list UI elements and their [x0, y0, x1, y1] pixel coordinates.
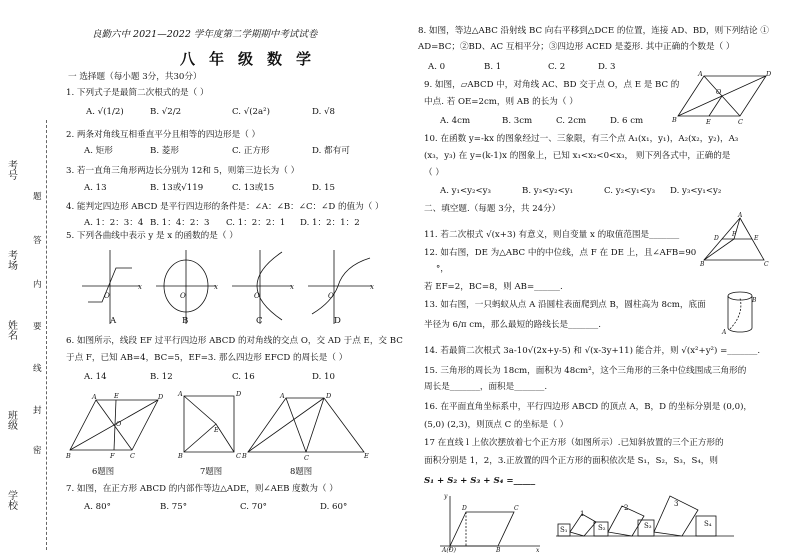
q1-opt-b: B. √2/2 [150, 107, 182, 117]
svg-text:O: O [716, 88, 722, 96]
q4-opt-c: C. 1：2：2：1 [226, 218, 286, 228]
svg-text:D: D [766, 70, 772, 78]
q8-opt-d: D. 3 [598, 62, 616, 72]
binding-label-name: 姓名 [5, 320, 17, 340]
svg-text:A: A [92, 393, 97, 401]
fig8-caption: 8题图 [290, 466, 313, 476]
svg-text:F: F [110, 452, 115, 460]
svg-text:B: B [66, 452, 71, 460]
svg-text:B: B [752, 297, 757, 304]
q7-opt-a: A. 80° [84, 502, 111, 512]
svg-text:x: x [214, 283, 218, 291]
svg-text:B: B [496, 547, 501, 554]
q2-text: 2. 两条对角线互相垂直平分且相等的四边形是（ ） [66, 130, 261, 140]
q9-opt-a: A. 4cm [440, 116, 471, 126]
svg-text:D: D [158, 393, 164, 401]
svg-text:O: O [254, 292, 260, 300]
q12-line-3: 若 EF=2，BC=8，则 AB=______. [424, 282, 563, 292]
warning-char: 内 [33, 280, 42, 290]
q6-line-1: 6. 如图所示，线段 EF 过平行四边形 ABCD 的对角线的交点 O，交 AD 于点 E，交 BC [66, 336, 403, 346]
svg-text:x: x [138, 283, 142, 291]
q11-text: 11. 若二次根式 √(x+3) 有意义，则自变量 x 的取值范围是_______ [424, 230, 680, 240]
q3-opt-d: D. 15 [312, 183, 335, 193]
q5-text: 5. 下列各曲线中表示 y 是 x 的函数的是（ ） [66, 231, 238, 241]
square-area-3-label: 3 [674, 500, 679, 508]
svg-text:B: B [178, 452, 183, 460]
svg-text:x: x [290, 283, 294, 291]
svg-text:x: x [536, 547, 540, 554]
q2-opt-d: D. 都有可 [312, 146, 350, 156]
q5-label-c: C [256, 316, 263, 326]
q2-opt-a: A. 矩形 [84, 146, 113, 156]
svg-text:A: A [738, 212, 743, 219]
fig6-caption: 6题图 [92, 466, 115, 476]
q17-line-2: 面积分别是 1，2，3.正放置的四个正方形的面积依次是 S₁，S₂，S₃，S₄，则 [424, 456, 718, 466]
svg-text:E: E [214, 426, 219, 434]
q3-opt-c: C. 13或15 [232, 183, 275, 193]
q10-opt-a: A. y₁<y₂<y₃ [440, 186, 491, 196]
q8-opt-b: B. 1 [484, 62, 502, 72]
q9-parallelogram-figure [672, 70, 772, 126]
q3-opt-a: A. 13 [84, 183, 107, 193]
q9-opt-d: D. 6 cm [610, 116, 644, 126]
binding-label-exam-room: 考场 [5, 250, 17, 270]
q6-opt-d: D. 10 [312, 372, 335, 382]
svg-text:E: E [114, 392, 119, 400]
q5-label-a: A [110, 316, 117, 326]
q3-opt-b: B. 13或√119 [150, 183, 204, 193]
q9-line-1: 9. 如图，▱ABCD 中，对角线 AC、BD 交于点 O，点 E 是 BC 的 [424, 80, 680, 90]
svg-text:B: B [672, 116, 677, 124]
binding-label-school: 学校 [5, 490, 17, 510]
q13-line-1: 13. 如右图，一只蚂蚁从点 A 沿圆柱表面爬到点 B，圆柱高为 8cm，底面 [424, 300, 706, 310]
section1-heading: 一 选择题（每小题 3分，共30分） [68, 72, 202, 82]
q1-opt-a: A. √(1/2) [86, 107, 124, 117]
svg-text:O: O [116, 420, 122, 428]
svg-text:E: E [754, 235, 759, 242]
square-s2-label: S₂ [598, 524, 606, 532]
svg-text:E: E [364, 452, 369, 460]
q10-opt-c: C. y₂<y₁<y₃ [604, 186, 656, 196]
q8-line-1: 8. 如图，等边△ABC 沿射线 BC 向右平移到△DCE 的位置，连接 AD、BD，则下列结论 ① [418, 26, 769, 36]
q10-line-1: 10. 在函数 y=-kx 的图象经过一、三象限，有三个点 A₁(x₁，y₁)，A₂(x₂，y₂)，A₃ [424, 134, 739, 144]
svg-text:A: A [722, 329, 727, 336]
svg-text:A(O): A(O) [442, 547, 456, 554]
grade-title: 八年级数学 [180, 50, 326, 68]
q9-opt-b: B. 3cm [502, 116, 533, 126]
square-s3-label: S₃ [644, 522, 652, 530]
binding-line [46, 120, 47, 550]
q17-line-1: 17 在直线 l 上依次摆放着七个正方形（如图所示）.已知斜放置的三个正方形的 [424, 438, 724, 448]
q1-text: 1. 下列式子是最简二次根式的是（ ） [66, 88, 209, 98]
q5-label-b: B [182, 316, 189, 326]
svg-text:x: x [370, 283, 374, 291]
q12-line-1: 12. 如右图，DE 为△ABC 中的中位线，点 F 在 DE 上，且∠AFB=90 [424, 248, 697, 258]
q8-opt-a: A. 0 [428, 62, 446, 72]
q6-opt-c: C. 16 [232, 372, 255, 382]
q12-triangle-figure [700, 212, 770, 268]
q8-opt-c: C. 2 [548, 62, 566, 72]
q7-opt-c: C. 70° [240, 502, 267, 512]
svg-text:C: C [764, 261, 769, 268]
q15-line-2: 周长是_______，面积是_______. [424, 382, 548, 392]
q7-opt-d: D. 60° [320, 502, 348, 512]
q9-line-2: 中点. 若 OE=2cm，则 AB 的长为（ ） [424, 97, 578, 107]
square-s4-label: S₄ [704, 520, 712, 528]
svg-text:D: D [714, 235, 719, 242]
svg-text:D: D [236, 390, 242, 398]
warning-char: 封 [33, 406, 42, 416]
q1-opt-d: D. √8 [312, 107, 335, 117]
q6-opt-a: A. 14 [84, 372, 107, 382]
q13-cylinder-figure [722, 290, 757, 336]
q13-line-2: 半径为 6/π cm，那么最短的路线长是_______. [424, 320, 601, 330]
warning-char: 线 [33, 364, 42, 374]
q16-line-1: 16. 在平面直角坐标系中，平行四边形 ABCD 的顶点 A，B，D 的坐标分别是 (0,0)， [424, 402, 753, 412]
square-area-2-label: 2 [624, 504, 629, 512]
q4-text: 4. 能判定四边形 ABCD 是平行四边形的条件是：∠A：∠B：∠C：∠D 的值为（ ） [66, 202, 384, 212]
q4-opt-b: B. 1：4：2：3 [150, 218, 210, 228]
q16-line-2: (5,0) (2,3)，则顶点 C 的坐标是（ ） [424, 420, 569, 430]
svg-text:O: O [104, 292, 110, 300]
svg-text:A: A [280, 392, 285, 400]
q10-opt-d: D. y₃<y₁<y₂ [670, 186, 722, 196]
svg-text:F: F [732, 231, 737, 238]
binding-label-class: 班级 [5, 410, 17, 430]
q9-opt-c: C. 2cm [556, 116, 587, 126]
svg-text:A: A [178, 390, 183, 398]
svg-text:A: A [698, 70, 703, 78]
q8-line-2: AD=BC；②BD、AC 互相平分；③四边形 ACED 是菱形. 其中正确的个数是（ ） [418, 42, 735, 52]
svg-text:C: C [236, 452, 241, 460]
svg-text:D: D [326, 392, 332, 400]
q6-q7-q8-figures [66, 392, 376, 464]
svg-text:C: C [304, 454, 309, 462]
square-s1-label: S₁ [560, 526, 568, 534]
warning-char: 要 [33, 322, 42, 332]
svg-text:C: C [514, 505, 519, 512]
svg-text:y: y [444, 493, 448, 500]
q6-line-2: 于点 F，已知 AB=4，BC=5，EF=3. 那么四边形 EFCD 的周长是（ ） [66, 353, 348, 363]
svg-text:C: C [738, 118, 743, 126]
q2-opt-b: B. 菱形 [150, 146, 179, 156]
warning-char: 答 [33, 236, 42, 246]
q6-opt-b: B. 12 [150, 372, 173, 382]
q7-opt-b: B. 75° [160, 502, 188, 512]
q7-text: 7. 如图，在正方形 ABCD 的内部作等边△ADE，则∠AEB 度数为（ ） [66, 484, 338, 494]
q5-label-d: D [334, 316, 341, 326]
svg-text:O: O [180, 292, 186, 300]
q10-line-2: (x₃，y₃) 在 y=(k-1)x 的图象上，已知 x₁<x₂<0<x₃， 则下列各式中，正确的是 [424, 151, 731, 161]
fig7-caption: 7题图 [200, 466, 223, 476]
school-line: 良勤六中 2021—2022 学年度第二学期期中考试试卷 [92, 29, 318, 40]
binding-label-exam-no: 考号 [5, 160, 17, 180]
q1-opt-c: C. √(2a²) [232, 107, 270, 117]
q2-opt-c: C. 正方形 [232, 146, 270, 156]
svg-text:O: O [328, 292, 334, 300]
warning-char: 密 [33, 446, 42, 456]
warning-char: 题 [33, 192, 42, 202]
svg-text:B: B [242, 452, 247, 460]
svg-text:D: D [462, 505, 467, 512]
q4-opt-d: D. 1：2：1：2 [300, 218, 360, 228]
svg-text:E: E [706, 118, 711, 126]
q17-line-3: S₁ + S₂ + S₃ + S₄ =_____ [424, 476, 536, 486]
q10-opt-b: B. y₃<y₂<y₁ [522, 186, 574, 196]
q15-line-1: 15. 三角形的周长为 18cm，面积为 48cm²，这个三角形的三条中位线围成三角形的 [424, 366, 747, 376]
q14-text: 14. 若最简二次根式 3a-10√(2x+y-5) 和 √(x-3y+11) 能合并，则 √(x²+y²) =_______. [424, 346, 761, 356]
square-area-1-label: 1 [580, 510, 585, 518]
q12-line-2: °， [436, 264, 449, 274]
q3-text: 3. 若一直角三角形两边长分别为 12和 5，则第三边长为（ ） [66, 166, 300, 176]
q10-line-3: （ ） [424, 168, 444, 178]
svg-text:C: C [130, 452, 135, 460]
section2-heading: 二、填空题.（每题 3分，共 24分） [424, 204, 561, 214]
q16-coordinate-figure [436, 494, 546, 552]
q4-opt-a: A. 1：2：3：4 [84, 218, 144, 228]
svg-text:B: B [700, 261, 705, 268]
